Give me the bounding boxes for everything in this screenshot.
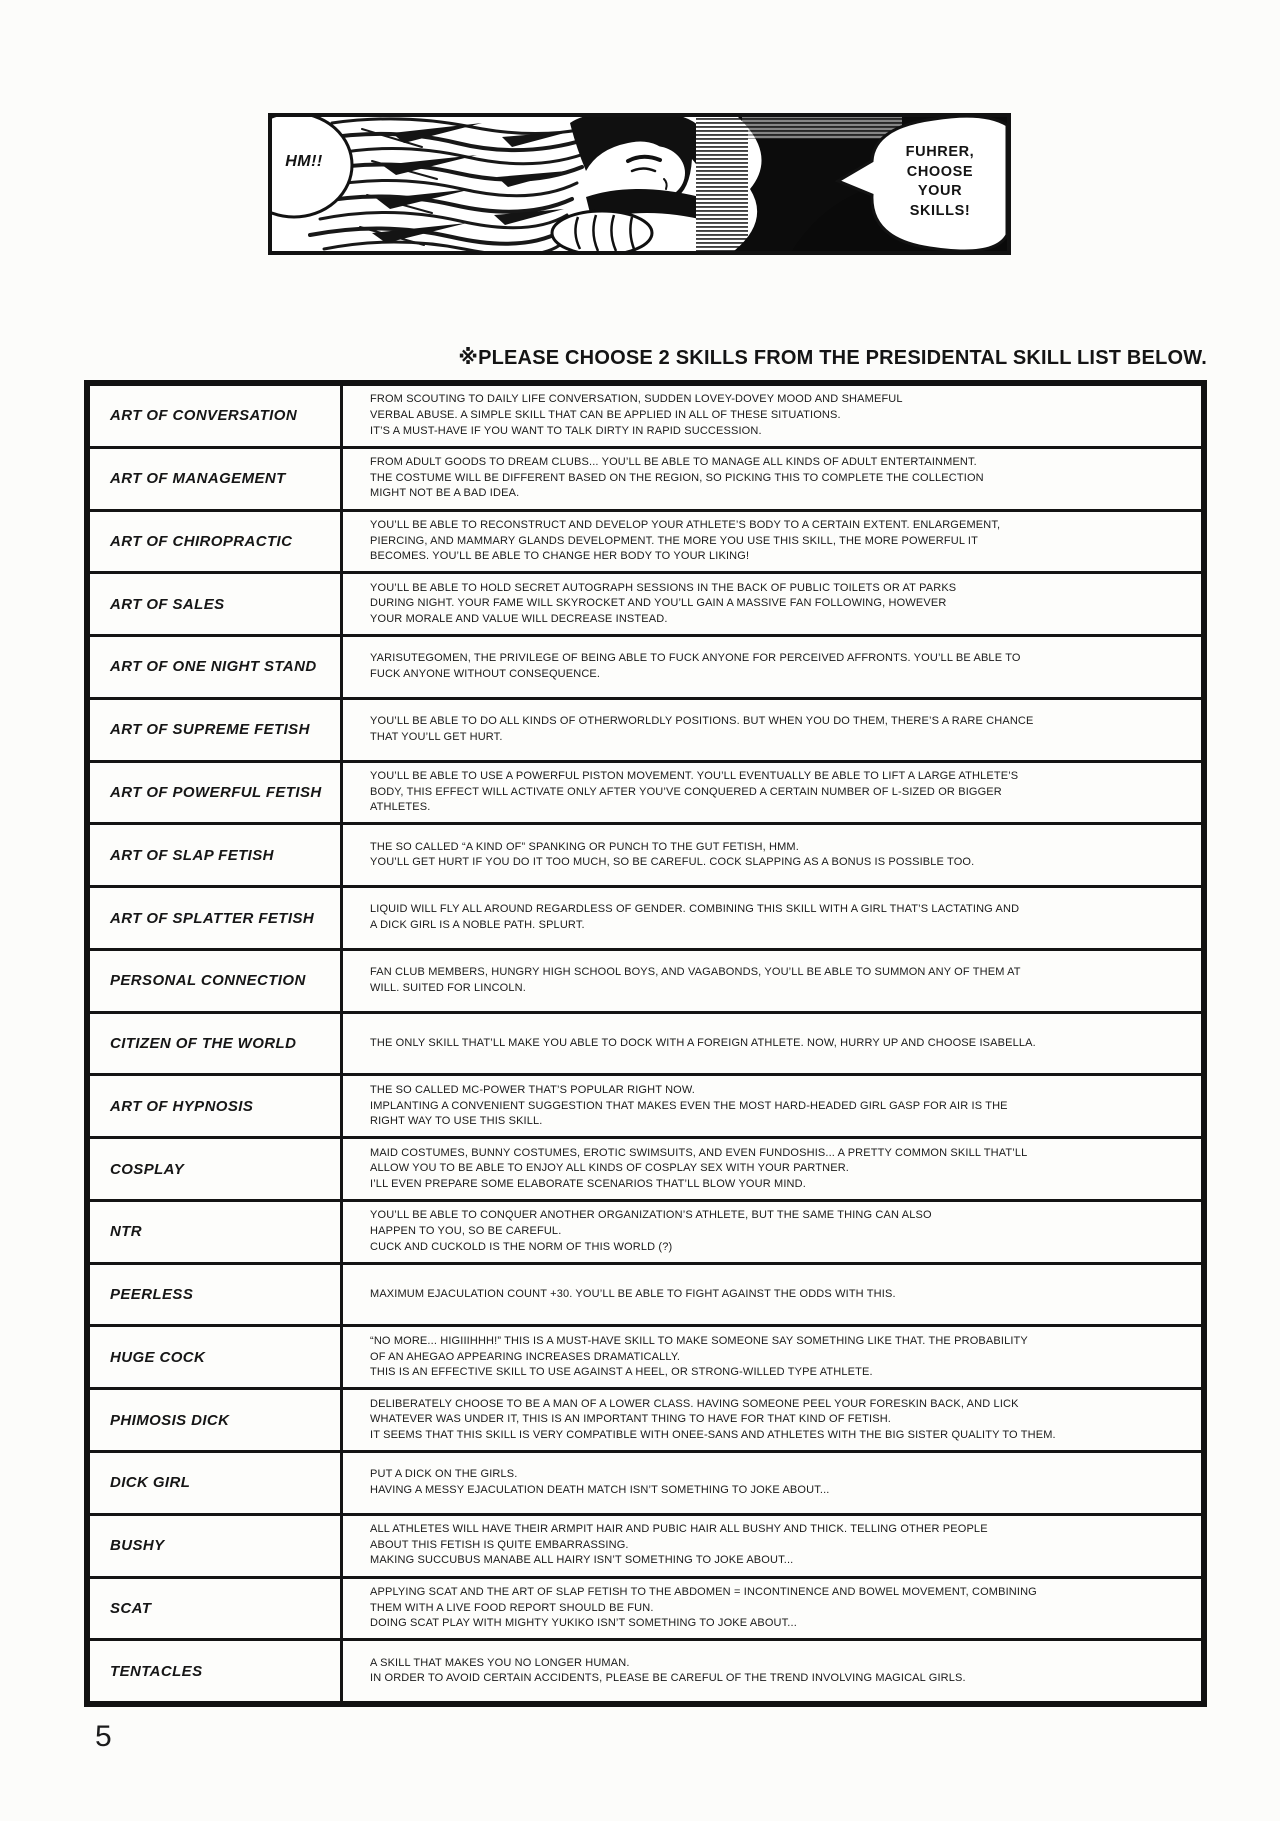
- manga-panel: [268, 113, 1011, 255]
- skill-description-cell: YARISUTEGOMEN, THE PRIVILEGE OF BEING ABLE TO FUCK ANYONE FOR PERCEIVED AFFRONTS. YOU’LL BE ABLE TO FUCK ANYONE WITHOUT CONSEQUENCE.: [370, 652, 1021, 680]
- skill-description-cell: YOU’LL BE ABLE TO HOLD SECRET AUTOGRAPH SESSIONS IN THE BACK OF PUBLIC TOILETS OR AT PARKS DURING NIGHT. YOUR FAME WILL SKYROCKET AND YOU’LL GAIN A MASSIVE FAN FOLLOWING, HOWEVER YOUR MORALE AND VALUE WILL DECREASE INSTEAD.: [370, 581, 957, 625]
- page-number: 5: [95, 1720, 112, 1753]
- skill-name-cell: COSPLAY: [90, 1139, 343, 1199]
- skill-name-cell: ART OF CONVERSATION: [90, 386, 343, 446]
- skill-description-cell: FROM ADULT GOODS TO DREAM CLUBS... YOU’LL BE ABLE TO MANAGE ALL KINDS OF ADULT ENTERTAINMENT. THE COSTUME WILL BE DIFFERENT BASED ON THE REGION, SO PICKING THIS TO COMPLETE THE COLLECTION MIGHT NOT BE A BAD IDEA.: [370, 456, 984, 500]
- skill-name-cell: PHIMOSIS DICK: [90, 1390, 343, 1450]
- skill-description-cell: “NO MORE... HIGIIIHHH!” THIS IS A MUST-HAVE SKILL TO MAKE SOMEONE SAY SOMETHING LIKE THAT. THE PROBABILITY OF AN AHEGAO APPEARING INCREASES DRAMATICALLY. THIS IS AN EFFECTIVE SKILL TO USE AGAINST A HEEL, OR STRONG-WILLED TYPE ATHLETE.: [370, 1334, 1028, 1379]
- skill-description-cell: YOU’LL BE ABLE TO DO ALL KINDS OF OTHERWORLDLY POSITIONS. BUT WHEN YOU DO THEM, THERE’S A RARE CHANCE THAT YOU’LL GET HURT.: [370, 715, 1034, 743]
- skill-name-cell: ART OF HYPNOSIS: [90, 1076, 343, 1136]
- table-row: [90, 1638, 1201, 1701]
- table-row: [90, 1513, 1201, 1576]
- skill-description-cell: A SKILL THAT MAKES YOU NO LONGER HUMAN. IN ORDER TO AVOID CERTAIN ACCIDENTS, PLEASE BE CAREFUL OF THE TREND INVOLVING MAGICAL GIRLS.: [370, 1656, 966, 1685]
- table-row: [90, 760, 1201, 823]
- skill-description-cell: PUT A DICK ON THE GIRLS. HAVING A MESSY EJACULATION DEATH MATCH ISN’T SOMETHING TO JOKE ABOUT...: [370, 1468, 830, 1496]
- table-row: [90, 509, 1201, 572]
- table-row: [90, 571, 1201, 634]
- table-row: [90, 1576, 1201, 1639]
- skill-name-cell: HUGE COCK: [90, 1327, 343, 1387]
- skill-description-cell: YOU’LL BE ABLE TO USE A POWERFUL PISTON MOVEMENT. YOU’LL EVENTUALLY BE ABLE TO LIFT A LARGE ATHLETE’S BODY, THIS EFFECT WILL ACTIVATE ONLY AFTER YOU’VE CONQUERED A CERTAIN NUMBER OF L-SIZED OR BIGGER ATHLETES.: [370, 770, 1019, 814]
- skill-name-cell: ART OF MANAGEMENT: [90, 449, 343, 509]
- skill-name-cell: CITIZEN OF THE WORLD: [90, 1014, 343, 1074]
- skill-name-cell: ART OF POWERFUL FETISH: [90, 763, 343, 823]
- skill-name-cell: SCAT: [90, 1579, 343, 1639]
- skill-name-cell: ART OF ONE NIGHT STAND: [90, 637, 343, 697]
- skill-name-cell: ART OF SPLATTER FETISH: [90, 888, 343, 948]
- skill-name-cell: NTR: [90, 1202, 343, 1262]
- table-row: [90, 1073, 1201, 1136]
- table-row: [90, 1387, 1201, 1450]
- skill-description-cell: THE ONLY SKILL THAT’LL MAKE YOU ABLE TO DOCK WITH A FOREIGN ATHLETE. NOW, HURRY UP AND CHOOSE ISABELLA.: [370, 1036, 1036, 1049]
- skill-description-cell: YOU’LL BE ABLE TO RECONSTRUCT AND DEVELOP YOUR ATHLETE’S BODY TO A CERTAIN EXTENT. ENLARGEMENT, PIERCING, AND MAMMARY GLANDS DEVELOPMENT. THE MORE YOU USE THIS SKILL, THE MORE POWERFUL IT BECOMES. YOU’LL BE ABLE TO CHANGE HER BODY TO YOUR LIKING!: [370, 519, 1001, 563]
- table-row: [90, 697, 1201, 760]
- skill-name-cell: TENTACLES: [90, 1641, 343, 1701]
- skill-name-cell: DICK GIRL: [90, 1453, 343, 1513]
- skill-description-cell: MAID COSTUMES, BUNNY COSTUMES, EROTIC SWIMSUITS, AND EVEN FUNDOSHIS... A PRETTY COMMON SKILL THAT’LL ALLOW YOU TO BE ABLE TO ENJOY ALL KINDS OF COSPLAY SEX WITH YOUR PARTNER. I’LL EVEN PREPARE SOME ELABORATE SCENARIOS THAT’LL BLOW YOUR MIND.: [370, 1146, 1028, 1190]
- skill-table: [84, 380, 1207, 1707]
- skill-name-cell: ART OF SALES: [90, 574, 343, 634]
- skill-description-cell: LIQUID WILL FLY ALL AROUND REGARDLESS OF GENDER. COMBINING THIS SKILL WITH A GIRL THAT’S LACTATING AND A DICK GIRL IS A NOBLE PATH. SPLURT.: [370, 903, 1020, 931]
- table-row: [90, 1136, 1201, 1199]
- table-row: [90, 948, 1201, 1011]
- table-row: [90, 634, 1201, 697]
- skill-description-cell: THE SO CALLED “A KIND OF” SPANKING OR PUNCH TO THE GUT FETISH, HMM. YOU’LL GET HURT IF YOU DO IT TOO MUCH, SO BE CAREFUL. COCK SLAPPING AS A BONUS IS POSSIBLE TOO.: [370, 840, 975, 869]
- skill-description-cell: FROM SCOUTING TO DAILY LIFE CONVERSATION, SUDDEN LOVEY-DOVEY MOOD AND SHAMEFUL VERBAL ABUSE. A SIMPLE SKILL THAT CAN BE APPLIED IN ALL OF THESE SITUATIONS. IT’S A MUST-HAVE IF YOU WANT TO TALK DIRTY IN RAPID SUCCESSION.: [370, 393, 903, 437]
- table-row: [90, 822, 1201, 885]
- skill-description-cell: THE SO CALLED MC-POWER THAT’S POPULAR RIGHT NOW. IMPLANTING A CONVENIENT SUGGESTION THAT MAKES EVEN THE MOST HARD-HEADED GIRL GASP FOR AIR IS THE RIGHT WAY TO USE THIS SKILL.: [370, 1083, 1008, 1128]
- table-row: [90, 885, 1201, 948]
- table-row: [90, 1011, 1201, 1074]
- speech-bubble-right: FUHRER, CHOOSE YOUR SKILLS!: [905, 144, 975, 219]
- skill-name-cell: ART OF SUPREME FETISH: [90, 700, 343, 760]
- table-row: [90, 1324, 1201, 1387]
- skill-description-cell: FAN CLUB MEMBERS, HUNGRY HIGH SCHOOL BOYS, AND VAGABONDS, YOU’LL BE ABLE TO SUMMON ANY OF THEM AT WILL. SUITED FOR LINCOLN.: [370, 966, 1021, 994]
- table-row: [90, 1450, 1201, 1513]
- skill-name-cell: PERSONAL CONNECTION: [90, 951, 343, 1011]
- skill-description-cell: MAXIMUM EJACULATION COUNT +30. YOU’LL BE ABLE TO FIGHT AGAINST THE ODDS WITH THIS.: [370, 1287, 896, 1300]
- table-row: [90, 1262, 1201, 1325]
- instruction-heading: ※PLEASE CHOOSE 2 SKILLS FROM THE PRESIDENTAL SKILL LIST BELOW.: [458, 347, 1207, 369]
- table-row: [90, 1199, 1201, 1262]
- skill-name-cell: ART OF CHIROPRACTIC: [90, 512, 343, 572]
- skill-name-cell: PEERLESS: [90, 1265, 343, 1325]
- skill-description-cell: DELIBERATELY CHOOSE TO BE A MAN OF A LOWER CLASS. HAVING SOMEONE PEEL YOUR FORESKIN BACK, AND LICK WHATEVER WAS UNDER IT, THIS IS AN IMPORTANT THING TO HAVE FOR THAT KIND OF FETISH. IT SEEMS THAT THIS SKILL IS VERY COMPATIBLE WITH ONEE-SANS AND ATHLETES WITH THE BIG SISTER QUALITY TO THEM.: [370, 1397, 1056, 1441]
- skill-description-cell: APPLYING SCAT AND THE ART OF SLAP FETISH TO THE ABDOMEN = INCONTINENCE AND BOWEL MOVEMENT, COMBINING THEM WITH A LIVE FOOD REPORT SHOULD BE FUN. DOING SCAT PLAY WITH MIGHTY YUKIKO ISN’T SOMETHING TO JOKE ABOUT...: [370, 1586, 1037, 1630]
- table-row: [90, 386, 1201, 446]
- skill-description-cell: YOU’LL BE ABLE TO CONQUER ANOTHER ORGANIZATION’S ATHLETE, BUT THE SAME THING CAN ALSO HAPPEN TO YOU, SO BE CAREFUL. CUCK AND CUCKOLD IS THE NORM OF THIS WORLD (?): [370, 1209, 932, 1253]
- skill-name-cell: BUSHY: [90, 1516, 343, 1576]
- skill-description-cell: ALL ATHLETES WILL HAVE THEIR ARMPIT HAIR AND PUBIC HAIR ALL BUSHY AND THICK. TELLING OTHER PEOPLE ABOUT THIS FETISH IS QUITE EMBARRASSING. MAKING SUCCUBUS MANABE ALL HAIRY ISN’T SOMETHING TO JOKE ABOUT...: [370, 1523, 988, 1567]
- speech-bubble-left: HM!!: [285, 153, 323, 170]
- skill-name-cell: ART OF SLAP FETISH: [90, 825, 343, 885]
- table-row: [90, 446, 1201, 509]
